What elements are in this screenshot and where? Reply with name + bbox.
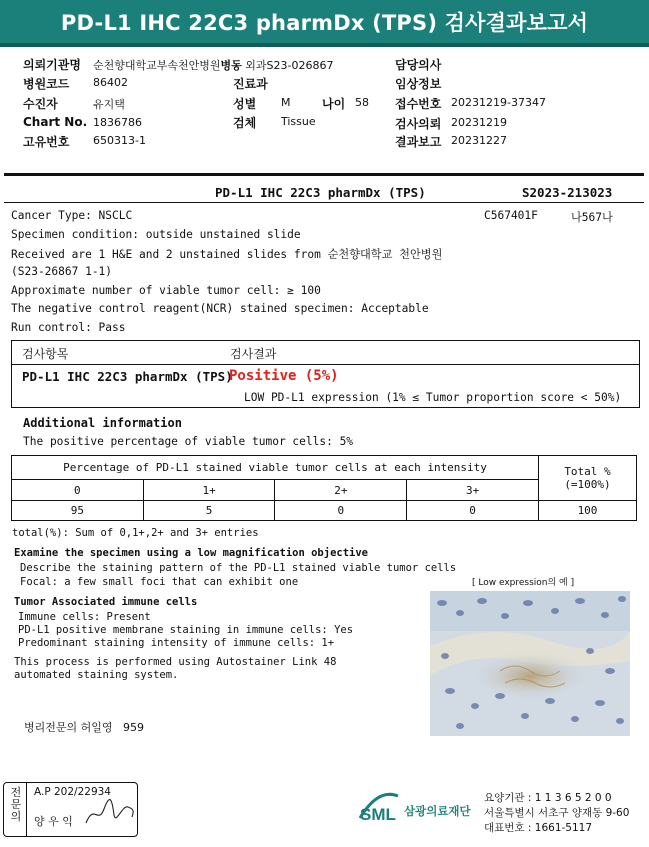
sex-value: M — [281, 96, 291, 109]
result-note: LOW PD-L1 expression (1% ≤ Tumor proportion score < 50%) — [244, 391, 622, 404]
val-intensity-3: 0 — [407, 500, 539, 520]
result-item: PD-L1 IHC 22C3 pharmDx (TPS) — [22, 369, 233, 384]
low-mag-line-1: Describe the staining pattern of the PD-L1 stained viable tumor cells — [20, 562, 457, 574]
patient-label: 수진자 — [23, 97, 58, 111]
hospital-code-label: 병원코드 — [23, 77, 70, 91]
handwritten-signature — [84, 797, 136, 829]
immune-heading: Tumor Associated immune cells — [14, 596, 198, 608]
image-caption: [ Low expression의 예 ] — [472, 578, 575, 588]
cancer-type: Cancer Type: NSCLC — [11, 209, 133, 222]
val-intensity-1: 5 — [143, 500, 275, 520]
signature-name: 양 우 익 — [34, 815, 73, 828]
report-number: S2023-213023 — [522, 185, 613, 200]
run-control: Run control: Pass — [11, 321, 126, 334]
immune-line-2: PD-L1 positive membrane staining in immune cells: Yes — [18, 624, 354, 636]
result-header-line — [12, 364, 639, 365]
svg-text:SML: SML — [360, 805, 396, 824]
age-label: 나이 — [322, 97, 346, 111]
report-title-bar — [0, 0, 649, 47]
footer-line-2: 서울특별시 서초구 양재동 9-60 — [484, 807, 630, 819]
chart-value: 1836786 — [93, 116, 142, 129]
signature-license: A.P 202/22934 — [34, 786, 111, 798]
specimen-label: 검체 — [233, 116, 257, 130]
col-intensity-3: 3+ — [407, 480, 539, 500]
total-header: Total % (=100%) — [539, 456, 637, 501]
col-intensity-2: 2+ — [275, 480, 407, 500]
report-date-label: 결과보고 — [395, 135, 442, 149]
footer-line-3: 대표번호 : 1661-5117 — [484, 822, 593, 834]
immune-line-1: Immune cells: Present — [18, 611, 151, 623]
immune-line-3: Predominant staining intensity of immune cells: 1+ — [18, 637, 335, 649]
receipt-label: 접수번호 — [395, 97, 442, 111]
unique-label: 고유번호 — [23, 135, 70, 149]
report-title: PD-L1 IHC 22C3 pharmDx (TPS) 검사결과보고서 — [60, 11, 589, 35]
request-value: 20231219 — [451, 116, 507, 129]
receipt-value: 20231219-37347 — [451, 96, 546, 109]
pathologist: 병리전문의 허일영 959 — [24, 721, 145, 734]
val-total: 100 — [539, 500, 637, 520]
hospital-code-value: 86402 — [93, 76, 128, 89]
process-line-1: This process is performed using Autostainer Link 48 — [14, 656, 337, 668]
additional-text: The positive percentage of viable tumor cells: 5% — [23, 435, 354, 448]
intensity-table — [11, 455, 637, 521]
total-note: total(%): Sum of 0,1+,2+ and 3+ entries — [12, 527, 259, 539]
report-date-value: 20231227 — [451, 134, 507, 147]
result-value: Positive (5%) — [229, 368, 339, 384]
ncr-result: The negative control reagent(NCR) stained specimen: Acceptable — [11, 302, 429, 315]
received-line-1: Received are 1 H&E and 2 unstained slides from 순천향대학교 천안병원 — [11, 248, 443, 261]
low-mag-heading: Examine the specimen using a low magnification objective — [14, 547, 369, 559]
signature-divider — [26, 783, 27, 836]
result-col-result: 검사결과 — [230, 347, 277, 361]
specimen-condition: Specimen condition: outside unstained slide — [11, 228, 301, 241]
test-name-heading: PD-L1 IHC 22C3 pharmDx (TPS) — [215, 185, 426, 200]
department-label: 진료과 — [233, 77, 268, 91]
val-intensity-2: 0 — [275, 500, 407, 520]
footer-line-1: 요양기관 : 1 1 3 6 5 2 0 0 — [484, 792, 612, 804]
institution-label: 의뢰기관명 — [23, 58, 81, 72]
intensity-table-header: Percentage of PD-L1 stained viable tumor cells at each intensity — [12, 456, 539, 480]
signature-box — [3, 782, 138, 837]
specimen-value: Tissue — [281, 115, 316, 128]
val-intensity-0: 95 — [12, 500, 144, 520]
chart-label: Chart No. — [23, 115, 88, 129]
institution-value: 순천향대학교부속천안병원병동 외과S23-026867 — [93, 59, 334, 72]
request-label: 검사의뢰 — [395, 117, 442, 131]
tumor-cell-count: Approximate number of viable tumor cell: ≥ 100 — [11, 284, 321, 297]
result-col-item: 검사항목 — [22, 347, 69, 361]
sex-label: 성별 — [233, 97, 257, 111]
additional-heading: Additional information — [23, 416, 182, 430]
doctor-label: 담당의사 — [395, 58, 442, 72]
low-mag-line-2: Focal: a few small foci that can exhibit one — [20, 576, 299, 588]
code-2: 나567나 — [571, 211, 613, 224]
org-name: 삼광의료재단 — [404, 804, 471, 818]
col-intensity-0: 0 — [12, 480, 144, 500]
process-line-2: automated staining system. — [14, 669, 179, 681]
received-line-2: (S23-26867 1-1) — [11, 265, 113, 278]
section-divider — [4, 173, 644, 176]
signature-vertical-label: 전문의 — [10, 786, 22, 823]
col-intensity-1: 1+ — [143, 480, 275, 500]
unique-value: 650313-1 — [93, 134, 146, 147]
section-divider-thin — [4, 202, 644, 203]
clinical-label: 임상정보 — [395, 77, 442, 91]
histology-example-image — [430, 591, 630, 736]
sml-logo — [358, 790, 400, 828]
patient-value: 유지택 — [93, 98, 125, 111]
age-value: 58 — [355, 96, 369, 109]
code-1: C567401F — [484, 209, 538, 222]
